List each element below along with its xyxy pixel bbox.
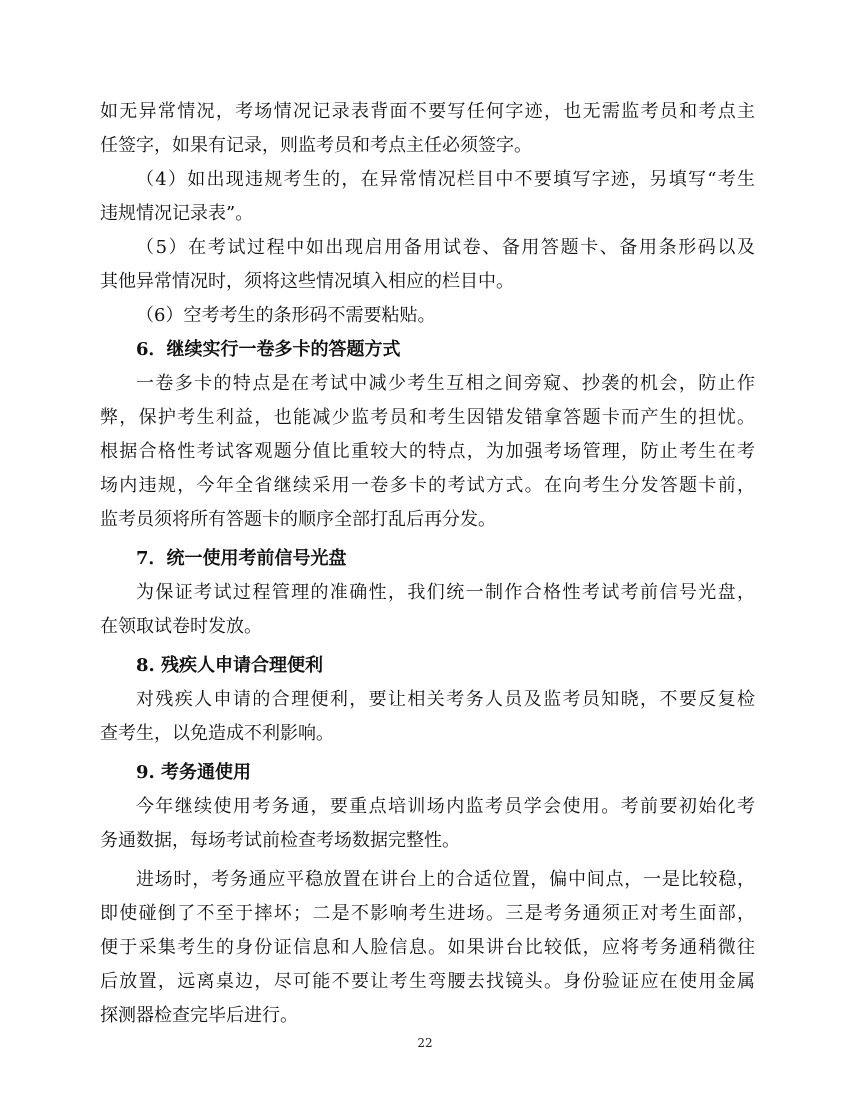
paragraph-line: 场内违规，今年全省继续采用一卷多卡的考试方式。在向考生分发答题卡前，	[100, 475, 755, 496]
paragraph-line: 如无异常情况，考场情况记录表背面不要写任何字迹，也无需监考员和考点主	[100, 101, 755, 122]
paragraph-line: 根据合格性考试客观题分值比重较大的特点，为加强考场管理，防止考生在考	[100, 441, 755, 462]
paragraph-line: 在领取试卷时发放。	[100, 616, 262, 637]
paragraph-line: 即使碰倒了不至于摔坏；二是不影响考生进场。三是考务通须正对考生面部，	[100, 903, 755, 924]
paragraph-line: 监考员须将所有答题卡的顺序全部打乱后再分发。	[100, 509, 496, 530]
paragraph-line: 探测器检查完毕后进行。	[100, 1005, 298, 1026]
item-4-line: （4）如出现违规考生的，在异常情况栏目中不要填写字迹，另填写“考生	[136, 169, 755, 190]
paragraph-line: 务通数据，每场考试前检查考场数据完整性。	[100, 830, 460, 851]
paragraph-line: 对残疾人申请的合理便利，要让相关考务人员及监考员知晓，不要反复检	[136, 689, 755, 710]
paragraph-line: 今年继续使用考务通，要重点培训场内监考员学会使用。考前要初始化考	[136, 796, 755, 817]
item-4-line: 违规情况记录表”。	[100, 203, 254, 224]
paragraph-line: 一卷多卡的特点是在考试中减少考生互相之间旁窥、抄袭的机会，防止作	[136, 373, 755, 394]
paragraph-line: 为保证考试过程管理的准确性，我们统一制作合格性考试考前信号光盘，	[136, 582, 755, 603]
paragraph-line: 进场时，考务通应平稳放置在讲台上的合适位置，偏中间点，一是比较稳，	[136, 869, 755, 890]
section-heading-7: 7．统一使用考前信号光盘	[136, 548, 347, 569]
page-number: 22	[417, 1036, 433, 1050]
paragraph-line: 任签字，如果有记录，则监考员和考点主任必须签字。	[100, 135, 532, 156]
section-heading-9: 9. 考务通使用	[136, 762, 252, 783]
item-5-line: （5）在考试过程中如出现启用备用试卷、备用答题卡、备用条形码以及	[136, 237, 755, 258]
item-5-line: 其他异常情况时，须将这些情况填入相应的栏目中。	[100, 271, 514, 292]
body-text	[100, 95, 755, 1033]
section-heading-6: 6．继续实行一卷多卡的答题方式	[136, 339, 401, 360]
paragraph-line: 弊，保护考生利益，也能减少监考员和考生因错发错拿答题卡而产生的担忧。	[100, 407, 755, 428]
paragraph-line: 查考生，以免造成不利影响。	[100, 723, 334, 744]
section-heading-8: 8. 残疾人申请合理便利	[136, 655, 324, 676]
paragraph-line: 便于采集考生的身份证信息和人脸信息。如果讲台比较低，应将考务通稍微往	[100, 937, 755, 958]
paragraph-line: 后放置，远离桌边，尽可能不要让考生弯腰去找镜头。身份验证应在使用金属	[100, 971, 755, 992]
item-6-line: （6）空考考生的条形码不需要粘贴。	[136, 305, 436, 326]
